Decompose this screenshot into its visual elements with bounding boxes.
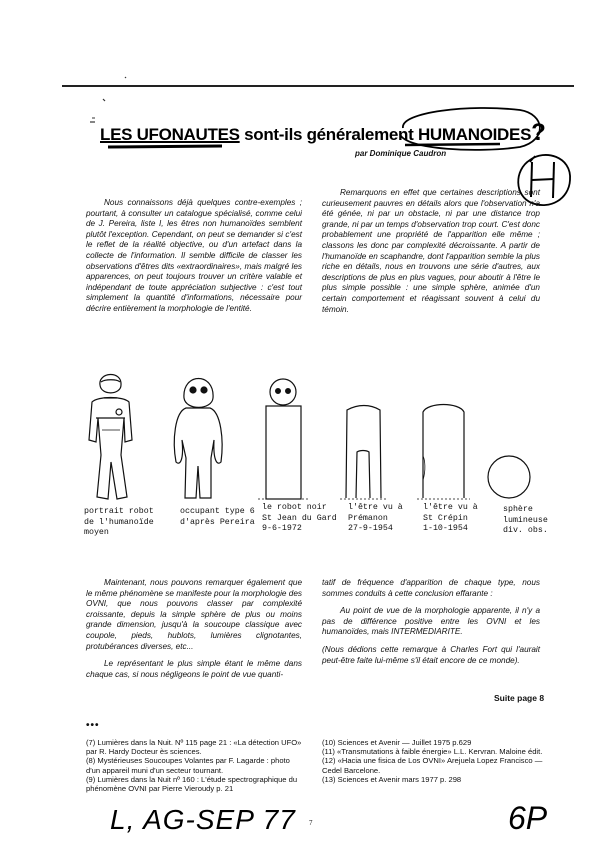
footnote-9: (9) Lumières dans la Nuit nº 160 : L'étude spectrographique du phénomène OVNI par Pierre Vieroudy p. 21 — [86, 774, 298, 794]
footnote-10: (10) Sciences et Avenir — Juillet 1975 p.629 — [322, 738, 472, 747]
footnotes-left — [86, 738, 304, 793]
footnote-7: (7) Lumières dans la Nuit. Nº 115 page 21 : «La détection UFO» par R. Hardy Docteur ès sciences. — [86, 738, 302, 757]
caption-robot-noir: le robot noir St Jean du Gard 9-6-1972 — [262, 503, 337, 533]
footnote-11: (11) «Transmutations à faible énergie» L.L. Kervran. Maloine édit. — [322, 747, 543, 757]
footnote-8: (8) Mystérieuses Soucoupes Volantes par F. Lagarde : photo d'un appareil muni d'un secteur tournant. — [86, 756, 290, 775]
right-paragraph-4: (Nous dédions cette remarque à Charles Fort qui l'aurait peut-être faite lui-même s'il était encore de ce monde). — [322, 644, 540, 665]
title-part-middle: sont-ils généralement — [239, 125, 418, 144]
handwritten-page-mark: 6P — [508, 800, 548, 836]
caption-portrait-robot: portrait robot de l'humanoïde moyen — [84, 507, 154, 537]
page-number: 7 — [309, 819, 313, 827]
title-part-ufonautes: LES UFONAUTES — [100, 125, 240, 144]
right-paragraph-2: tatif de fréquence d'apparition de chaque type, nous sommes conduits à cette conclusion effarante : — [322, 578, 540, 598]
right-paragraph-3: Au point de vue de la morphologie apparente, il n'y a pas de différence positive entre les OVNI et les humanoïdes, mais INTERMEDIARITE. — [322, 606, 540, 637]
handwritten-date-note: L, AG-SEP 77 — [110, 804, 296, 835]
footnote-12: (12) «Hacia une fisica de Los OVNI» Arejuela Lopez Francisco — Cedel Barcelone. — [322, 756, 543, 775]
left-paragraph-1: Nous connaissons déjà quelques contre-exemples ; pourtant, à consulter un catalogue spécialisé, comme celui de J. Pereira, liste I, les êtres non humanoïdes semblent plutôt l'exception. Cependant, on peut se demander si c'est le reflet de la réalité objective, ou d'un artefact dans la collecte de l'information. Il semble difficile de classer les observations d'êtres dits «extraordinaires», mais malgré les apparences, on peut toujours trouver un critère valable et indépendant de toute appréciation subjective : c'est tout simplement la quantité d'informations, nécessaire pour décrire entièrement la morphologie de l'entité. — [86, 198, 302, 313]
title-question-mark: ? — [531, 119, 546, 146]
footnotes-right — [322, 738, 544, 784]
right-column-lower — [322, 578, 540, 673]
footnote-13: (13) Sciences et Avenir mars 1977 p. 298 — [322, 774, 462, 784]
footnote-separator-dots: ••• — [86, 720, 100, 731]
astronaut-humanoid-drawing — [89, 374, 132, 499]
premanon-being-drawing — [340, 406, 388, 500]
caption-premanon: l'être vu à Prémanon 27-9-1954 — [348, 503, 403, 533]
caption-sphere: sphère lumineuse div. obs. — [503, 505, 548, 535]
st-crepin-being-drawing — [417, 405, 470, 500]
black-robot-drawing — [258, 379, 310, 499]
continued-on-page: Suite page 8 — [494, 693, 545, 703]
left-column-lower — [86, 578, 302, 687]
luminous-sphere-drawing — [488, 456, 530, 498]
left-paragraph-3: Le représentant le plus simple étant le même dans chaque cas, si nous négligeons le point de vue quanti- — [86, 659, 302, 679]
right-paragraph-1: Remarquons en effet que certaines descriptions sont curieusement pauvres en détails alors que l'observation n'a été génée, ni par un obstacle, ni par une distance trop grande, ni par un temps d'observation trop court. C'est donc probablement une propriété de l'apparition elle même ; classons les donc par complexité décroissante. A partir de l'humanoïde en scaphandre, dont l'apparition semble la plus riche en détails, nous en trouvons une série d'autres, aux descriptions de plus en plus vagues, pour aboutir à l'être le plus simple possible : une simple sphère, animée d'un certain comportement et réagissant souvent à celui du témoin. — [322, 188, 540, 314]
left-paragraph-2: Maintenant, nous pouvons remarquer également que le même phénomène se manifeste pour la morphologie des OVNI, que nous pouvons classer par complexité croissante, depuis la simple sphère de plus ou moins grande dimension, jusqu'à la soucoupe classique avec coupole, pieds, hublots, lumières clignotantes, protubérances diverses, etc... — [86, 578, 302, 651]
occupant-type-6-drawing — [174, 379, 222, 499]
title-part-humanoides: HUMANOIDES — [417, 125, 532, 144]
author-line: par Dominique Caudron — [355, 149, 447, 158]
caption-st-crepin: l'être vu à St Crépin 1-10-1954 — [423, 503, 478, 533]
caption-occupant-type-6: occupant type 6 d'après Pereira — [180, 507, 255, 527]
